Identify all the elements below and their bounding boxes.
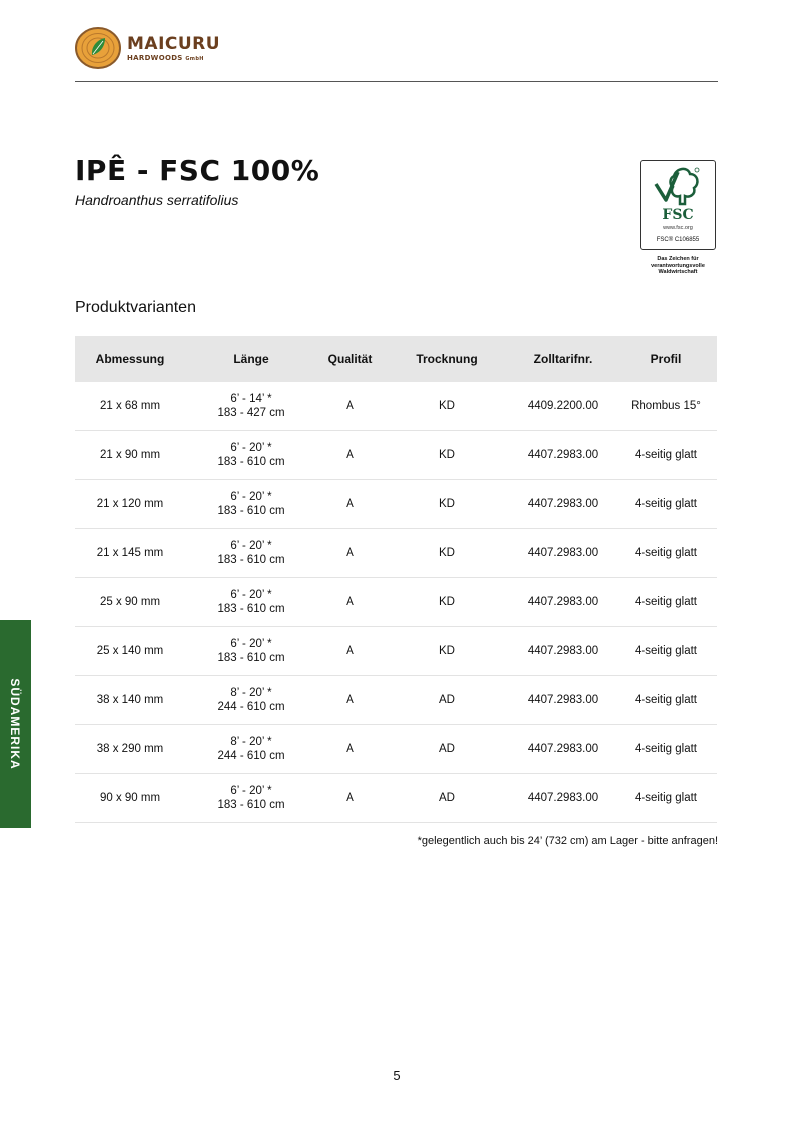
page-number: 5 — [393, 1068, 401, 1083]
cell-qualitaet: A — [317, 725, 383, 774]
cell-profil: 4-seitig glatt — [615, 431, 717, 480]
cell-zolltarifnr: 4407.2983.00 — [511, 529, 615, 578]
cell-profil: 4-seitig glatt — [615, 676, 717, 725]
table-row — [75, 382, 717, 431]
cell-abmessung: 21 x 90 mm — [75, 431, 185, 480]
cell-laenge: 8’ - 20’ * 244 - 610 cm — [185, 676, 317, 725]
region-side-tab — [0, 620, 31, 828]
cell-trocknung: AD — [383, 676, 511, 725]
cell-laenge: 6’ - 20’ * 183 - 610 cm — [185, 627, 317, 676]
cell-trocknung: AD — [383, 725, 511, 774]
cell-qualitaet: A — [317, 529, 383, 578]
cell-laenge: 6’ - 20’ * 183 - 610 cm — [185, 578, 317, 627]
cell-profil: Rhombus 15° — [615, 382, 717, 431]
cell-profil: 4-seitig glatt — [615, 627, 717, 676]
cell-zolltarifnr: 4407.2983.00 — [511, 725, 615, 774]
table-row — [75, 627, 717, 676]
cell-qualitaet: A — [317, 676, 383, 725]
fsc-license-code: FSC® C106855 — [656, 237, 700, 243]
product-latin-name: Handroanthus serratifolius — [75, 192, 239, 208]
company-logo — [75, 27, 220, 69]
cell-trocknung: KD — [383, 578, 511, 627]
cell-laenge: 8’ - 20’ * 244 - 610 cm — [185, 725, 317, 774]
fsc-caption: Das Zeichen für verantwortungsvolle Waldwirtschaft — [651, 256, 705, 275]
header-abmessung: Abmessung — [75, 336, 185, 382]
cell-trocknung: KD — [383, 480, 511, 529]
cell-laenge: 6’ - 20’ * 183 - 610 cm — [185, 480, 317, 529]
cell-profil: 4-seitig glatt — [615, 725, 717, 774]
fsc-certification-badge — [640, 160, 716, 276]
table-row — [75, 578, 717, 627]
table-row — [75, 725, 717, 774]
cell-trocknung: KD — [383, 382, 511, 431]
cell-zolltarifnr: 4407.2983.00 — [511, 480, 615, 529]
cell-trocknung: KD — [383, 627, 511, 676]
cell-abmessung: 21 x 120 mm — [75, 480, 185, 529]
cell-laenge: 6’ - 20’ * 183 - 610 cm — [185, 431, 317, 480]
wood-slice-leaf-icon — [75, 27, 121, 69]
cell-laenge: 6’ - 20’ * 183 - 610 cm — [185, 774, 317, 823]
cell-abmessung: 38 x 140 mm — [75, 676, 185, 725]
section-title: Produktvarianten — [75, 299, 196, 316]
table-header-row — [75, 336, 717, 382]
cell-zolltarifnr: 4407.2983.00 — [511, 578, 615, 627]
header-profil: Profil — [615, 336, 717, 382]
cell-abmessung: 21 x 68 mm — [75, 382, 185, 431]
cell-trocknung: KD — [383, 529, 511, 578]
cell-abmessung: 38 x 290 mm — [75, 725, 185, 774]
product-title: IPÊ - FSC 100% — [75, 154, 320, 187]
cell-zolltarifnr: 4407.2983.00 — [511, 431, 615, 480]
cell-profil: 4-seitig glatt — [615, 480, 717, 529]
fsc-tree-checkmark-icon — [652, 166, 702, 208]
cell-qualitaet: A — [317, 578, 383, 627]
header-laenge: Länge — [185, 336, 317, 382]
cell-profil: 4-seitig glatt — [615, 774, 717, 823]
table-row — [75, 529, 717, 578]
cell-abmessung: 90 x 90 mm — [75, 774, 185, 823]
header-trocknung: Trocknung — [383, 336, 511, 382]
table-row — [75, 774, 717, 823]
brand-name: MAICURU — [127, 33, 221, 54]
product-variants-table — [75, 336, 717, 823]
cell-qualitaet: A — [317, 627, 383, 676]
cell-zolltarifnr: 4407.2983.00 — [511, 676, 615, 725]
header-divider — [75, 81, 718, 82]
cell-qualitaet: A — [317, 382, 383, 431]
cell-zolltarifnr: 4409.2200.00 — [511, 382, 615, 431]
cell-abmessung: 25 x 140 mm — [75, 627, 185, 676]
cell-trocknung: KD — [383, 431, 511, 480]
cell-qualitaet: A — [317, 774, 383, 823]
cell-profil: 4-seitig glatt — [615, 578, 717, 627]
cell-profil: 4-seitig glatt — [615, 529, 717, 578]
brand-subtitle: HARDWOODS GmbH — [127, 53, 204, 62]
header-qualitaet: Qualität — [317, 336, 383, 382]
cell-laenge: 6’ - 20’ * 183 - 610 cm — [185, 529, 317, 578]
table-row — [75, 431, 717, 480]
table-row — [75, 480, 717, 529]
cell-qualitaet: A — [317, 431, 383, 480]
cell-laenge: 6’ - 14’ * 183 - 427 cm — [185, 382, 317, 431]
region-label: SÜDAMERIKA — [8, 678, 22, 770]
cell-zolltarifnr: 4407.2983.00 — [511, 627, 615, 676]
table-row — [75, 676, 717, 725]
cell-trocknung: AD — [383, 774, 511, 823]
fsc-url: www.fsc.org — [663, 225, 693, 231]
fsc-logo-text: FSC — [662, 207, 694, 223]
cell-zolltarifnr: 4407.2983.00 — [511, 774, 615, 823]
footnote: *gelegentlich auch bis 24’ (732 cm) am Lager - bitte anfragen! — [417, 835, 718, 847]
cell-abmessung: 25 x 90 mm — [75, 578, 185, 627]
cell-qualitaet: A — [317, 480, 383, 529]
cell-abmessung: 21 x 145 mm — [75, 529, 185, 578]
header-zolltarifnr: Zolltarifnr. — [511, 336, 615, 382]
